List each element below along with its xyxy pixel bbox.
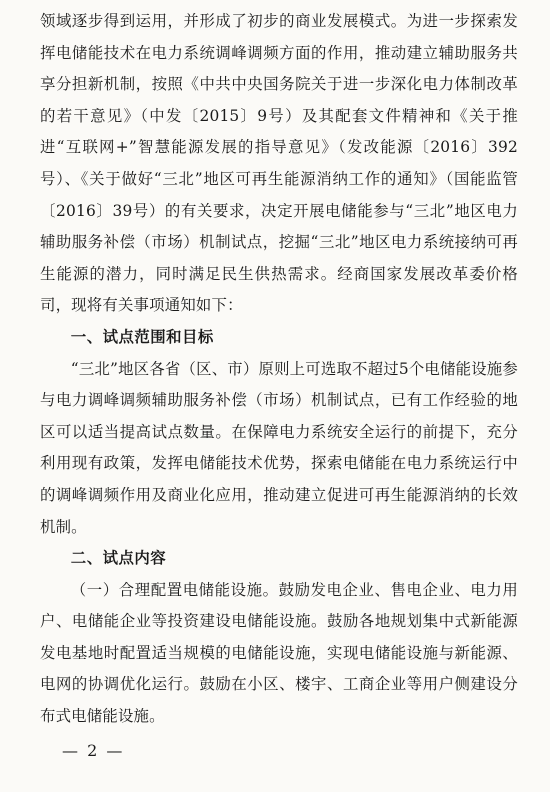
scope-paragraph: “三北”地区各省（区、市）原则上可选取不超过5个电储能设施参与电力调峰调频辅助服务补偿（市场）机制试点，已有工作经验的地区可以适当提高试点数量。在保障电力系统安全运行的前提下，充分利用现有政策，发挥电储能技术优势，探索电储能在电力系统运行中的调峰调频作用及商业化应用，推动建立促进可再生能源消纳的长效机制。 [40,359,518,536]
content-paragraph: （一）合理配置电储能设施。鼓励发电企业、售电企业、电力用户、电储能企业等投资建设电储能设施。鼓励各地规划集中式新能源发电基地时配置适当规模的电储能设施，实现电储能设施与新能源、电网的协调优化运行。鼓励在小区、楼宇、工商企业等用户侧建设分布式电储能设施。 [40,580,518,726]
page-number: — 2 — [62,741,125,760]
section-heading-content: 二、试点内容 [70,549,167,568]
document-body [40,6,518,733]
section-heading-scope: 一、试点范围和目标 [70,327,214,346]
intro-paragraph: 领域逐步得到运用，并形成了初步的商业发展模式。为进一步探索发挥电储能技术在电力系统调峰调频方面的作用，推动建立辅助服务共享分担新机制，按照《中共中央国务院关于进一步深化电力体制改革的若干意见》（中发〔2015〕9号）及其配套文件精神和《关于推进“互联网+”智慧能源发展的指导意见》（发改能源〔2016〕392号）、《关于做好“三北”地区可再生能源消纳工作的通知》（国能监管〔2016〕39号）的有关要求，决定开展电储能参与“三北”地区电力辅助服务补偿（市场）机制试点，挖掘“三北”地区电力系统接纳可再生能源的潜力，同时满足民生供热需求。经商国家发展改革委价格司，现将有关事项通知如下： [40,12,518,315]
